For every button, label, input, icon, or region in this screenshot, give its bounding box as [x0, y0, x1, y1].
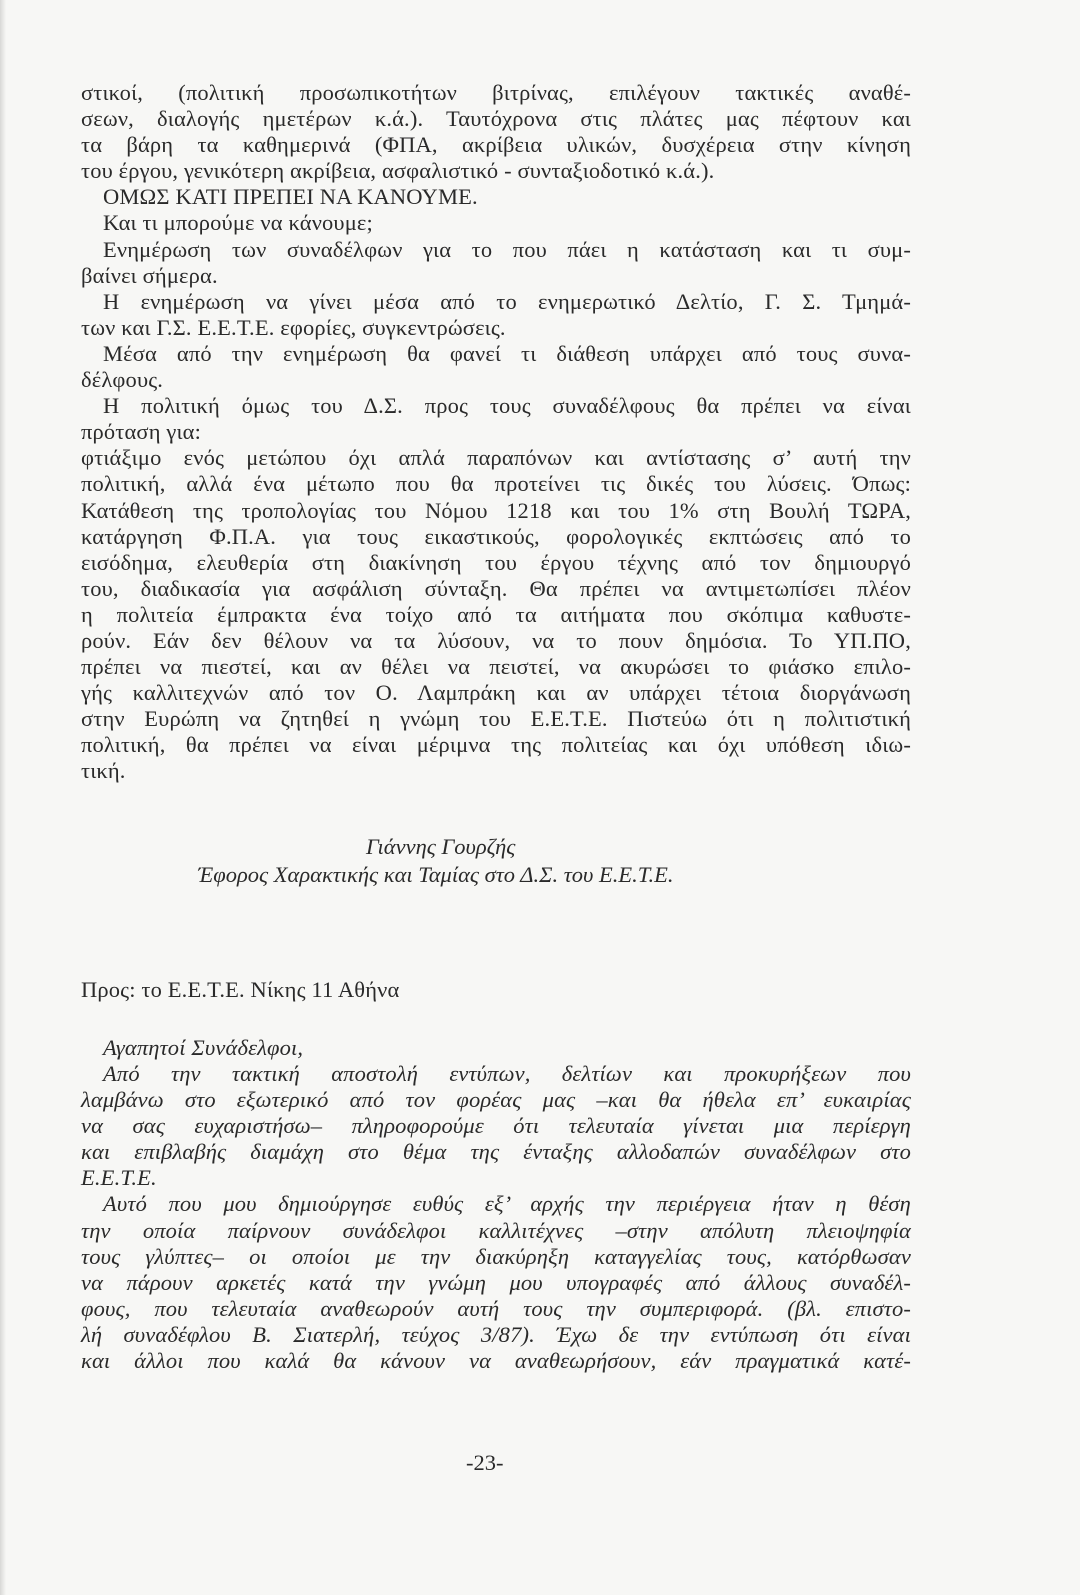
article-line: των και Γ.Σ. Ε.Ε.Τ.Ε. εφορίες, συγκεντρώσεις. [81, 314, 506, 340]
letter-line: λαμβάνω στο εξωτερικό από τον φορέας μας –και θα ήθελα επ’ ευκαιρίας [81, 1087, 911, 1113]
article-line: δέλφους. [81, 367, 164, 393]
letter-line: την οποία παίρνουν συνάδελφοι καλλιτέχνες –στην απόλυτη πλειοψηφία [81, 1217, 911, 1243]
letter-line: να πάρουν αρκετές κατά την γνώμη μου υπογραφές από άλλους συναδέλ- [81, 1269, 911, 1295]
letter-line: και επιβλαβής διαμάχη στο θέμα της ένταξης αλλοδαπών συναδέλφων στο [81, 1139, 911, 1165]
article-line: φτιάξιμο ενός μετώπου όχι απλά παραπόνων και αντίστασης σ’ αυτή την [81, 445, 911, 471]
letter-line: τους γλύπτες– οι οποίοι με την διακύρηξη καταγγελίας τους, κατόρθωσαν [81, 1243, 911, 1269]
article-line: στικοί, (πολιτική προσωπικοτήτων βιτρίνας, επιλέγουν τακτικές αναθέ- [81, 80, 911, 105]
article-line: Η ενημέρωση να γίνει μέσα από το ενημερωτικό Δελτίο, Γ. Σ. Τμημά- [103, 288, 911, 314]
letter-line: λή συναδέφλου Β. Σιατερλή, τεύχος 3/87). Έχω δε την εντύπωση ότι είναι [81, 1321, 911, 1347]
letter-body [81, 1061, 911, 1374]
letter-line: φους, που τελευταία αναθεωρούν αυτή τους την συμπεριφορά. (βλ. επιστο- [81, 1295, 911, 1321]
article-line: πρέπει να πιεστεί, και αν θέλει να πειστεί, να ακυρώσει το φιάσκο επιλο- [81, 654, 911, 680]
letter-line: να σας ευχαριστήσω– πληροφορούμε ότι τελευταία γίνεται μια περίεργη [81, 1113, 911, 1139]
article-line: τα βάρη τα καθημερινά (ΦΠΑ, ακρίβεια υλικών, δυσχέρεια στην κίνηση [81, 132, 911, 158]
letter-line: Από την τακτική αποστολή εντύπων, δελτίων και προκυρήξεων που [103, 1061, 911, 1086]
letter-address: Προς: το Ε.Ε.Τ.Ε. Νίκης 11 Αθήνα [81, 977, 400, 1002]
article-line: γής καλλιτεχνών από τον Ο. Λαμπράκη και αν υπάρχει τέτοια διοργάνωση [81, 680, 911, 706]
article-line: Ενημέρωση των συναδέλφων για το που πάει η κατάσταση και τι συμ- [103, 236, 911, 262]
letter-line: Ε.Ε.Τ.Ε. [81, 1165, 157, 1191]
article-line: ΟΜΩΣ ΚΑΤΙ ΠΡΕΠΕΙ ΝΑ ΚΑΝΟΥΜΕ. [103, 184, 478, 210]
article-line: πρόταση για: [81, 419, 202, 445]
article-line: Μέσα από την ενημέρωση θα φανεί τι διάθεση υπάρχει από τους συνα- [103, 340, 911, 366]
article-line: τική. [81, 758, 126, 784]
signature-title: Έφορος Χαρακτικής και Ταμίας στο Δ.Σ. του Ε.Ε.Τ.Ε. [198, 862, 674, 887]
article-line: βαίνει σήμερα. [81, 262, 218, 288]
article-line: ρούν. Εάν δεν θέλουν να τα λύσουν, να το πουν δημόσια. Το ΥΠ.ΠΟ, [81, 627, 911, 653]
article-line: Κατάθεση της τροπολογίας του Νόμου 1218 και του 1% στη Βουλή ΤΩΡΑ, [81, 497, 911, 523]
letter-greeting: Αγαπητοί Συνάδελφοι, [103, 1035, 304, 1060]
article-line: του, διαδικασία για ασφάλιση σύνταξη. Θα πρέπει να αντιμετωπίσει πλέον [81, 575, 911, 601]
article-body [81, 80, 911, 785]
article-line: η πολιτεία έμπρακτα ένα τοίχο από τα αιτήματα που σκόπιμα καθυστε- [81, 601, 911, 627]
article-line: Και τι μπορούμε να κάνουμε; [103, 210, 373, 236]
article-line: του έργου, γενικότερη ακρίβεια, ασφαλιστικό - συνταξιοδοτικό κ.ά.). [81, 158, 715, 184]
article-line: στην Ευρώπη να ζητηθεί η γνώμη του Ε.Ε.Τ.Ε. Πιστεύω ότι η πολιτιστική [81, 706, 911, 732]
letter-line: και άλλοι που καλά θα κάνουν να αναθεωρήσουν, εάν πραγματικά κατέ- [81, 1348, 911, 1374]
page-number: -23- [466, 1450, 504, 1475]
article-line: πολιτική, αλλά ένα μέτωπο που θα προτείνει τις δικές του λύσεις. Όπως: [81, 471, 911, 497]
article-line: πολιτική, θα πρέπει να είναι μέριμνα της πολιτείας και όχι υπόθεση ιδιω- [81, 732, 911, 758]
letter-line: Αυτό που μου δημιούργησε ευθύς εξ’ αρχής την περιέργεια ήταν η θέση [103, 1191, 911, 1217]
article-line: Η πολιτική όμως του Δ.Σ. προς τους συναδέλφους θα πρέπει να είναι [103, 393, 911, 419]
article-line: εισόδημα, ελευθερία στη διακίνηση του έργου τέχνης από τον δημιουργό [81, 549, 911, 575]
article-line: σεων, διαλογής ημετέρων κ.ά.). Ταυτόχρονα στις πλάτες μας πέφτουν και [81, 106, 911, 132]
article-line: κατάργηση Φ.Π.Α. για τους εικαστικούς, φορολογικές εκπτώσεις από το [81, 523, 911, 549]
page-edge-shadow [0, 0, 6, 1595]
signature-name: Γιάννης Γουρζής [366, 834, 516, 859]
